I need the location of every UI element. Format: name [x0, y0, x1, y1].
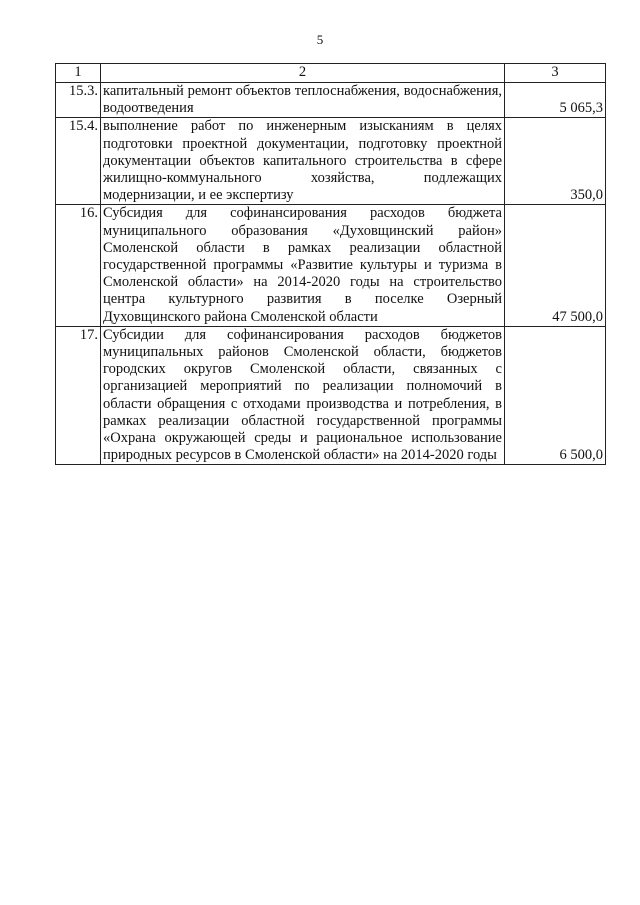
row-description [101, 118, 505, 205]
budget-table [55, 63, 606, 465]
table-row [56, 205, 606, 326]
page-number: 5 [316, 32, 324, 47]
row-description-text: Субсидия для софинансирования расходов бюджета муниципального образования «Духовщинский район» Смоленской области в рамках реализации областной государственной программы «Развитие культуры и туризма в Смоленской области» на 2014-2020 годы на строительство центра культурного развития в поселке Озерный Духовщинского района Смоленской области [103, 205, 502, 325]
row-description [101, 83, 505, 118]
row-number: 16. [56, 205, 101, 326]
table-row [56, 118, 606, 205]
row-amount: 350,0 [505, 118, 606, 205]
row-description [101, 205, 505, 326]
row-description-text: капитальный ремонт объектов теплоснабжения, водоснабжения, водоотведения [103, 83, 502, 117]
row-number: 17. [56, 326, 101, 465]
table-row [56, 83, 606, 118]
column-header-description: 2 [101, 64, 505, 83]
row-description [101, 326, 505, 465]
row-number: 15.3. [56, 83, 101, 118]
row-amount: 5 065,3 [505, 83, 606, 118]
row-amount: 6 500,0 [505, 326, 606, 465]
row-number: 15.4. [56, 118, 101, 205]
table-header-row [56, 64, 606, 83]
column-header-amount: 3 [505, 64, 606, 83]
row-amount: 47 500,0 [505, 205, 606, 326]
table-row [56, 326, 606, 465]
row-description-text: Субсидии для софинансирования расходов бюджетов муниципальных районов Смоленской области, бюджетов городских округов Смоленской области, связанных с организацией мероприятий по реализации полномочий в области обращения с отходами производства и потребления, в рамках реализации областной государственной программы «Охрана окружающей среды и рациональное использование природных ресурсов в Смоленской области» на 2014-2020 годы [103, 326, 502, 464]
row-description-text: выполнение работ по инженерным изысканиям в целях подготовки проектной документации, подготовку проектной документации объектов капитального строительства в сфере жилищно-коммунального хозяйства, подлежащих модернизации, и ее экспертизу [103, 118, 502, 204]
column-header-number: 1 [56, 64, 101, 83]
